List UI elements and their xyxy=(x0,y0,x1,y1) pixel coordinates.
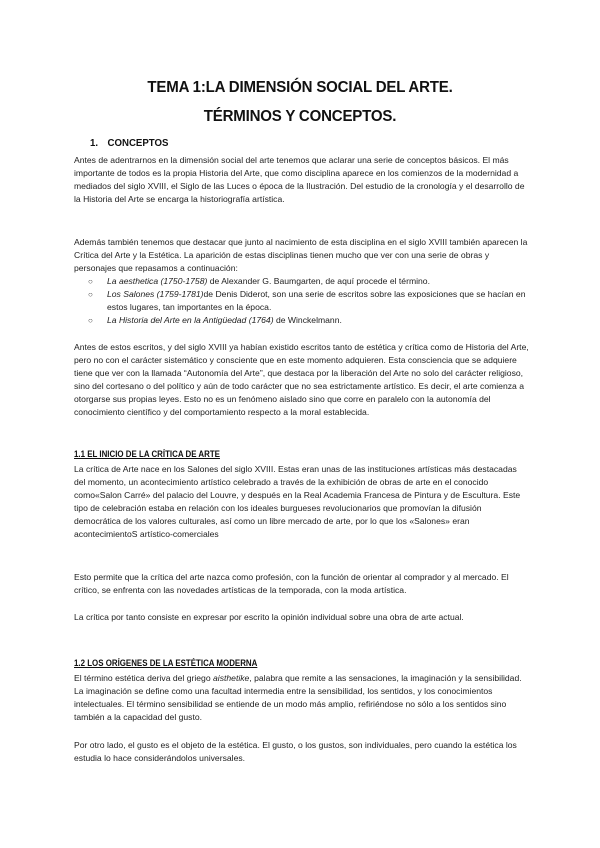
list-item xyxy=(86,314,530,327)
work-title: Los Salones (1759-1781) xyxy=(107,289,204,300)
work-title: La aesthetica (1750-1758) xyxy=(107,276,208,286)
bullet-icon: ○ xyxy=(88,277,93,286)
document-title-line-1: TEMA 1:LA DIMENSIÓN SOCIAL DEL ARTE. xyxy=(147,79,453,96)
paragraph-5: Esto permite que la crítica del arte nazca como profesión, con la función de orientar al comprador y al mercado. El crítico, se enfrenta con las novedades artísticas de la temporada, con la moda artística. xyxy=(74,572,509,596)
section-1-number: 1. xyxy=(90,137,99,149)
section-1-heading xyxy=(90,137,169,149)
bullet-icon: ○ xyxy=(88,290,93,300)
paragraph-8: Por otro lado, el gusto es el objeto de la estética. El gusto, o los gustos, son individuales, pero cuando la estética los estudia lo hace considerándolos universales. xyxy=(74,740,517,764)
works-list xyxy=(86,275,530,327)
section-1-title: CONCEPTOS xyxy=(107,137,169,149)
greek-term: aisthetike xyxy=(213,673,250,683)
work-description: de Winckelmann. xyxy=(273,315,342,326)
paragraph-4: La crítica de Arte nace en los Salones del siglo XVIII. Estas eran unas de las instituciones artísticas más destacadas del momento, un acontecimiento artístico celebrado a través de la exhibición de obras de arte en el conocido como«Salon Carré» del palacio del Louvre, y después en la Real Academia Francesa de Pintura y de Escultura. Este tipo de celebración estaba en relación con los ideales burgueses revolucionarios que promovían la difusión democrática de los valores culturales, así como un libre mercado de arte, por lo que los «Salones» eran acontecimientoS artístico-comerciales xyxy=(74,464,521,540)
document-title-line-2: TÉRMINOS Y CONCEPTOS. xyxy=(203,108,397,125)
work-description: de Alexander G. Baumgarten, de aquí procede el término. xyxy=(207,276,430,286)
paragraph-6: La crítica por tanto consiste en expresar por escrito la opinión individual sobre una obra de arte actual. xyxy=(74,612,464,622)
paragraph-7 xyxy=(74,672,530,724)
work-title: La Historia del Arte en la Antigüedad (1764) xyxy=(107,315,274,326)
paragraph-1: Antes de adentrarnos en la dimensión social del arte tenemos que aclarar una serie de conceptos básicos. El más importante de todos es la propia Historia del Arte, que como disciplina aparece en los comienzos de la modernidad a mediados del siglo XVIII, el Siglo de las Luces o época de la Ilustración. Del estudio de la cronología y el desarrollo de la Historia del Arte se encarga la historiografía artística. xyxy=(74,155,525,205)
work-description: de Denis Diderot, son una serie de escritos sobre las exposiciones que se hacían en estos lugares, tan importantes en la época. xyxy=(107,289,526,313)
paragraph-7-end: , palabra que remite a las sensaciones, la imaginación y la sensibilidad. La imaginación se define como una facultad intermedia entre la sensibilidad, los sentidos, y los conocimientos intelectuales. El término sensibilidad se entiende de un modo más amplio, refiriéndose no sólo a los sentidos sino también a la capacidad del gusto. xyxy=(74,673,522,723)
list-item xyxy=(86,275,530,288)
bullet-icon: ○ xyxy=(88,316,93,326)
paragraph-7-start: El término estética deriva del griego xyxy=(74,673,214,683)
paragraph-3: Antes de estos escritos, y del siglo XVIII ya habían existido escritos tanto de estética y crítica como de Historia del Arte, pero no con el carácter sistemático y consciente que en este momento adquieren. Esta consciencia que se adquiere tiene que ver con la llamada “Autonomía del Arte”, que destaca por la liberación del Arte no solo del carácter religioso, sino del cortesano o del político y aún de todo carácter que no sea estrictamente artístico. Es decir, el arte comienza a otorgarse sus propias leyes. Esto no es un fenómeno aislado sino que corre en paralelo con la autonomía del conocimiento científico y del comportamiento respecto a la moral establecida. xyxy=(74,342,529,418)
subsection-1-1-heading: 1.1 EL INICIO DE LA CRÍTICA DE ARTE xyxy=(74,449,220,459)
list-item xyxy=(86,288,530,314)
paragraph-2: Además también tenemos que destacar que junto al nacimiento de esta disciplina en el siglo XVIII también aparecen la Crítica del Arte y la Estética. La aparición de estas disciplinas tienen mucho que ver con una serie de obras y personajes que repasamos a continuación: xyxy=(74,237,528,274)
subsection-1-2-heading: 1.2 LOS ORÍGENES DE LA ESTÉTICA MODERNA xyxy=(74,658,258,668)
